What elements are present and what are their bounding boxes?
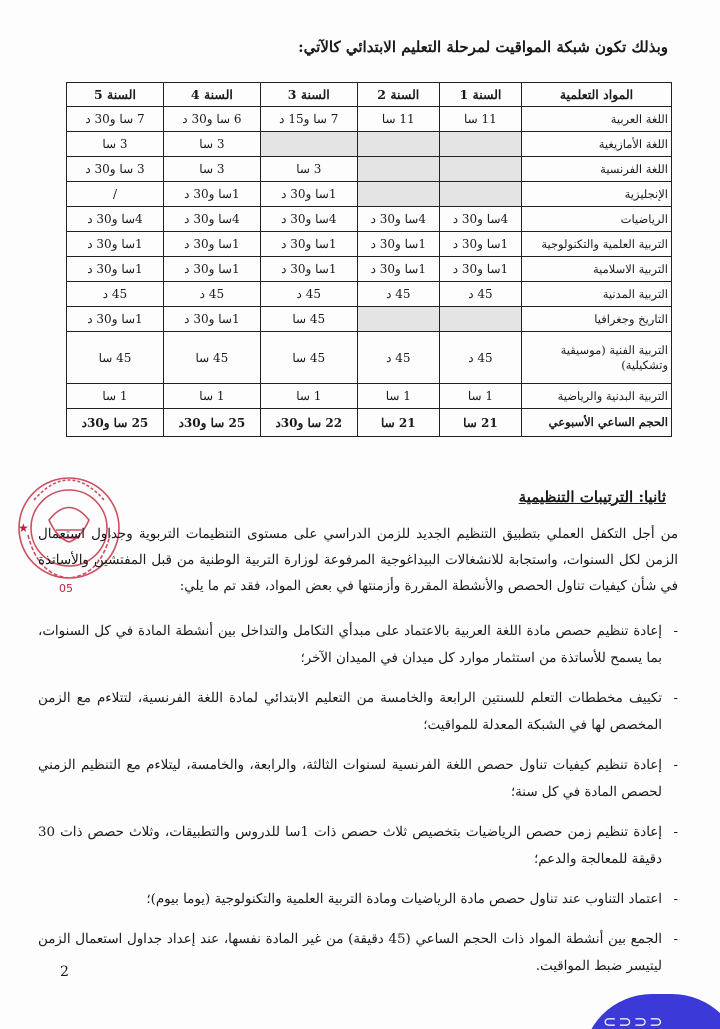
table-cell: 1سا و30 د: [163, 232, 260, 257]
table-cell: 1سا و30 د: [67, 232, 164, 257]
table-cell: 1سا و30 د: [357, 257, 439, 282]
table-cell: 4سا و30 د: [260, 207, 357, 232]
header-year-1: السنة 1: [439, 83, 521, 107]
list-item-text: إعادة تنظيم حصص مادة اللغة العربية بالاعتماد على مبدأي التكامل والتداخل بين أنشطة المادة في كل السنوات، بما يسمح للأساتذة من استثمار موارد كل ميدان في الميدان الآخر؛: [38, 624, 662, 666]
subject-cell: اللغة الفرنسية: [522, 157, 672, 182]
list-item: [38, 752, 678, 806]
table-cell: 4سا و30 د: [163, 207, 260, 232]
header-year-3: السنة 3: [260, 83, 357, 107]
table-row: [67, 282, 672, 307]
table-cell: 1سا و30 د: [67, 307, 164, 332]
table-cell: 45 سا: [260, 307, 357, 332]
table-cell: 1سا و30 د: [260, 257, 357, 282]
subject-cell: الرياضيات: [522, 207, 672, 232]
table-header-row: [67, 83, 672, 107]
table-cell: 45 د: [439, 332, 521, 384]
table-cell: /: [67, 182, 164, 207]
list-item: [38, 926, 678, 980]
table-cell: 1سا و30 د: [260, 182, 357, 207]
table-cell: 1سا و30 د: [439, 232, 521, 257]
table-cell: 45 د: [439, 282, 521, 307]
subject-cell: التربية العلمية والتكنولوجية: [522, 232, 672, 257]
table-cell: 1سا و30 د: [357, 232, 439, 257]
table-intro-text: وبذلك تكون شبكة المواقيت لمرحلة التعليم الابتدائي كالآتي:: [298, 38, 668, 56]
table-cell: 1 سا: [163, 384, 260, 409]
list-item: [38, 886, 678, 913]
stamp-star-icon: ★: [18, 521, 29, 535]
table-row: [67, 307, 672, 332]
table-cell: 3 سا: [67, 132, 164, 157]
list-item-text: الجمع بين أنشطة المواد ذات الحجم الساعي (45 دقيقة) من غير المادة نفسها، عند إعداد جداول استعمال الزمن ليتيسر ضبط المواقيت.: [38, 932, 662, 974]
bullet-marker: -: [673, 892, 678, 907]
empty-cell: [439, 307, 521, 332]
bullet-marker: -: [673, 758, 678, 773]
total-cell: 25 سا و30د: [163, 409, 260, 437]
table-cell: 7 سا و30 د: [67, 107, 164, 132]
table-cell: 4سا و30 د: [439, 207, 521, 232]
empty-cell: [439, 132, 521, 157]
table-cell: 3 سا: [260, 157, 357, 182]
table-cell: 4سا و30 د: [357, 207, 439, 232]
table-cell: 1سا و30 د: [439, 257, 521, 282]
list-item-text: إعادة تنظيم زمن حصص الرياضيات بتخصيص ثلاث حصص ذات 1سا للدروس والتطبيقات، وثلاث حصص ذات 30 دقيقة للمعالجة والدعم؛: [38, 825, 662, 867]
empty-cell: [357, 182, 439, 207]
measures-list: [38, 618, 678, 993]
table-cell: 45 د: [163, 282, 260, 307]
table-cell: 45 سا: [67, 332, 164, 384]
table-row: [67, 157, 672, 182]
table-cell: 6 سا و30 د: [163, 107, 260, 132]
table-row: [67, 107, 672, 132]
total-cell: 25 سا و30د: [67, 409, 164, 437]
table-cell: 1سا و30 د: [260, 232, 357, 257]
table-cell: 3 سا و30 د: [67, 157, 164, 182]
subject-cell: التاريخ وجغرافيا: [522, 307, 672, 332]
empty-cell: [357, 157, 439, 182]
table-cell: 11 سا: [439, 107, 521, 132]
table-cell: 1 سا: [67, 384, 164, 409]
badge-dashes-icon: ⊂⊃⊃⊃: [603, 1012, 665, 1029]
table-row: [67, 232, 672, 257]
total-row: [67, 409, 672, 437]
empty-cell: [357, 132, 439, 157]
table-row: [67, 207, 672, 232]
table-cell: 1 سا: [357, 384, 439, 409]
table-cell: 1 سا: [260, 384, 357, 409]
table-row: [67, 384, 672, 409]
table-cell: 1سا و30 د: [163, 257, 260, 282]
empty-cell: [357, 307, 439, 332]
list-item: [38, 618, 678, 672]
subject-cell: التربية البدنية والرياضية: [522, 384, 672, 409]
table-cell: 45 د: [357, 282, 439, 307]
bullet-marker: -: [673, 624, 678, 639]
table-cell: 1سا و30 د: [67, 257, 164, 282]
bullet-marker: -: [673, 691, 678, 706]
table-row: [67, 132, 672, 157]
subject-cell: التربية المدنية: [522, 282, 672, 307]
table-cell: 45 د: [357, 332, 439, 384]
table-cell: 3 سا: [163, 157, 260, 182]
table-cell: 3 سا: [163, 132, 260, 157]
total-cell: 21 سا: [357, 409, 439, 437]
header-year-4: السنة 4: [163, 83, 260, 107]
list-item: [38, 685, 678, 739]
table-cell: 45 د: [67, 282, 164, 307]
subject-cell: التربية الاسلامية: [522, 257, 672, 282]
table-cell: 45 سا: [163, 332, 260, 384]
bullet-marker: -: [673, 932, 678, 947]
empty-cell: [260, 132, 357, 157]
table-cell: 7 سا و15 د: [260, 107, 357, 132]
intro-paragraph: من أجل التكفل العملي بتطبيق التنظيم الجديد للزمن الدراسي على مستوى التنظيمات التربوية وجداول استعمال الزمن لكل السنوات، واستجابة للانشغالات البيداغوجية المرفوعة لوزارة التربية الوطنية من قبل المفتشين والأساتذة في شأن كيفيات تناول الحصص والأنشطة المقررة وأزمنتها في بعض المواد، فقد تم ما يلي:: [38, 527, 678, 594]
list-item-text: اعتماد التناوب عند تناول حصص مادة الرياضيات ومادة التربية العلمية والتكنولوجية (يوما بيوم)؛: [146, 892, 662, 907]
subject-cell: اللغة الأمازيغية: [522, 132, 672, 157]
table-row: [67, 182, 672, 207]
table-cell: 4سا و30 د: [67, 207, 164, 232]
empty-cell: [439, 182, 521, 207]
page-number: 2: [60, 964, 69, 980]
header-year-2: السنة 2: [357, 83, 439, 107]
list-item: [38, 819, 678, 873]
empty-cell: [439, 157, 521, 182]
total-cell: 22 سا و30د: [260, 409, 357, 437]
stamp-number: 05: [59, 582, 73, 595]
subject-cell: التربية الفنية (موسيقية وتشكيلية): [522, 332, 672, 384]
list-item-text: إعادة تنظيم كيفيات تناول حصص اللغة الفرنسية لسنوات الثالثة، والرابعة، والخامسة، ليتلاءم مع التنظيم الزمني لحصص المادة في كل سنة؛: [38, 758, 662, 800]
table-cell: 11 سا: [357, 107, 439, 132]
table-row: [67, 257, 672, 282]
table-cell: 45 د: [260, 282, 357, 307]
table-cell: 1سا و30 د: [163, 307, 260, 332]
header-subjects: المواد التعلمية: [522, 83, 672, 107]
subject-cell: اللغة العربية: [522, 107, 672, 132]
total-label: الحجم الساعي الأسبوعي: [522, 409, 672, 437]
table-cell: 45 سا: [260, 332, 357, 384]
section-title: ثانيا: الترتيبات التنظيمية: [518, 488, 666, 506]
table-row: [67, 332, 672, 384]
bullet-marker: -: [673, 825, 678, 840]
header-year-5: السنة 5: [67, 83, 164, 107]
timetable-grid: [66, 82, 672, 437]
table-cell: 1سا و30 د: [163, 182, 260, 207]
subject-cell: الإنجليزية: [522, 182, 672, 207]
table-cell: 1 سا: [439, 384, 521, 409]
total-cell: 21 سا: [439, 409, 521, 437]
list-item-text: تكييف مخططات التعلم للسنتين الرابعة والخامسة من التعليم الابتدائي لمادة اللغة الفرنسية، لتتلاءم مع الزمن المخصص لها في الشبكة المعدلة للمواقيت؛: [38, 691, 662, 733]
